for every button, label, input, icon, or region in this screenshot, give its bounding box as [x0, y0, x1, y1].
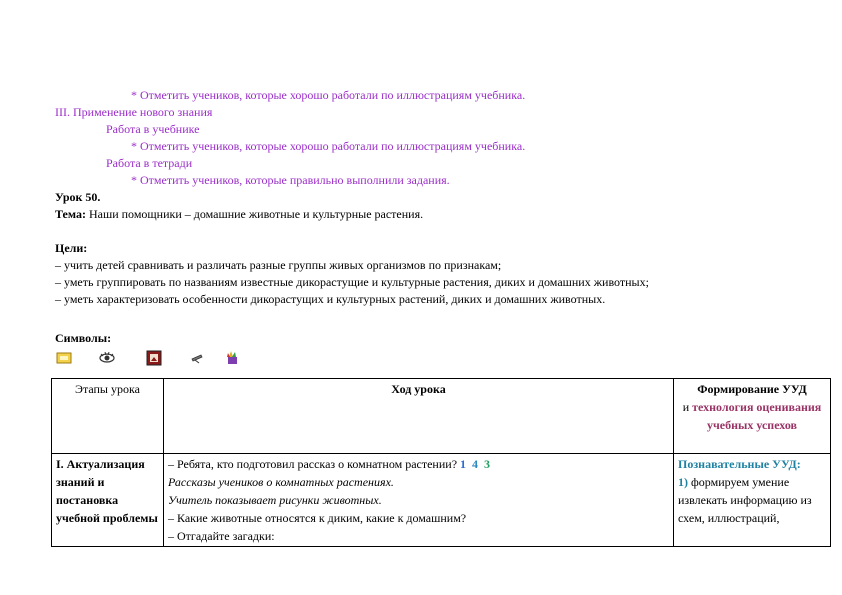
stage-actualization: I. Актуализация знаний и постановка учебной проблемы — [52, 454, 164, 547]
uud-cognitive-title: Познавательные УУД: — [678, 457, 801, 471]
goals-label: Цели: — [55, 241, 88, 255]
eye-icon — [99, 350, 115, 366]
header-uud-tech: технология оценивания учебных успехов — [692, 400, 822, 432]
section-apply-knowledge: III. Применение нового знания — [55, 105, 213, 119]
number-badge-1: 1 — [460, 457, 467, 471]
work-textbook: Работа в учебнике — [106, 122, 200, 136]
lesson-table — [51, 378, 831, 547]
uud-text: формируем умение извлекать информацию из схем, иллюстраций, — [678, 475, 812, 525]
colored-pencils-icon — [225, 350, 241, 366]
table-header-row — [52, 379, 831, 454]
note-illustrations-1: * Отметить учеников, которые хорошо работали по иллюстрациям учебника. — [131, 88, 526, 102]
note-illustrations-2: * Отметить учеников, которые хорошо работали по иллюстрациям учебника. — [131, 139, 526, 153]
course-teacher-shows: Учитель показывает рисунки животных. — [168, 493, 382, 507]
symbols-label: Символы: — [55, 331, 112, 345]
number-badge-4: 4 — [472, 457, 479, 471]
theme-label: Тема: — [55, 207, 86, 221]
uud-number: 1) — [678, 475, 688, 489]
abc-book-icon — [56, 350, 72, 366]
header-course: Ход урока — [164, 379, 674, 454]
course-question-2: – Какие животные относятся к диким, какие к домашним? — [168, 511, 467, 525]
header-uud — [674, 379, 831, 454]
goal-3: – уметь характеризовать особенности дикорастущих и культурных растений, диких и домашних животных. — [55, 292, 606, 306]
picture-frame-icon — [146, 350, 162, 366]
theme-text: Наши помощники – домашние животные и культурные растения. — [85, 207, 424, 221]
course-cell — [164, 454, 674, 547]
number-badge-3: 3 — [484, 457, 491, 471]
work-notebook: Работа в тетради — [106, 156, 193, 170]
course-stories: Рассказы учеников о комнатных растениях. — [168, 475, 394, 489]
goal-1: – учить детей сравнивать и различать разные группы живых организмов по признакам; — [55, 258, 502, 272]
lesson-title: Урок 50. — [55, 190, 101, 204]
goal-2: – уметь группировать по названиям известные дикорастущие и культурные растения, диких и домашних животных; — [55, 275, 649, 289]
header-uud-and: и — [682, 400, 693, 414]
course-riddles: – Отгадайте загадки: — [168, 529, 275, 543]
note-tasks: * Отметить учеников, которые правильно выполнили задания. — [131, 173, 450, 187]
pencil-icon — [189, 350, 205, 366]
uud-cell — [674, 454, 831, 547]
course-question-1: – Ребята, кто подготовил рассказ о комнатном растении? — [168, 457, 461, 471]
lesson-theme — [55, 207, 423, 221]
header-stages: Этапы урока — [52, 379, 164, 454]
header-uud-title: Формирование УУД — [697, 382, 807, 396]
table-row — [52, 454, 831, 547]
